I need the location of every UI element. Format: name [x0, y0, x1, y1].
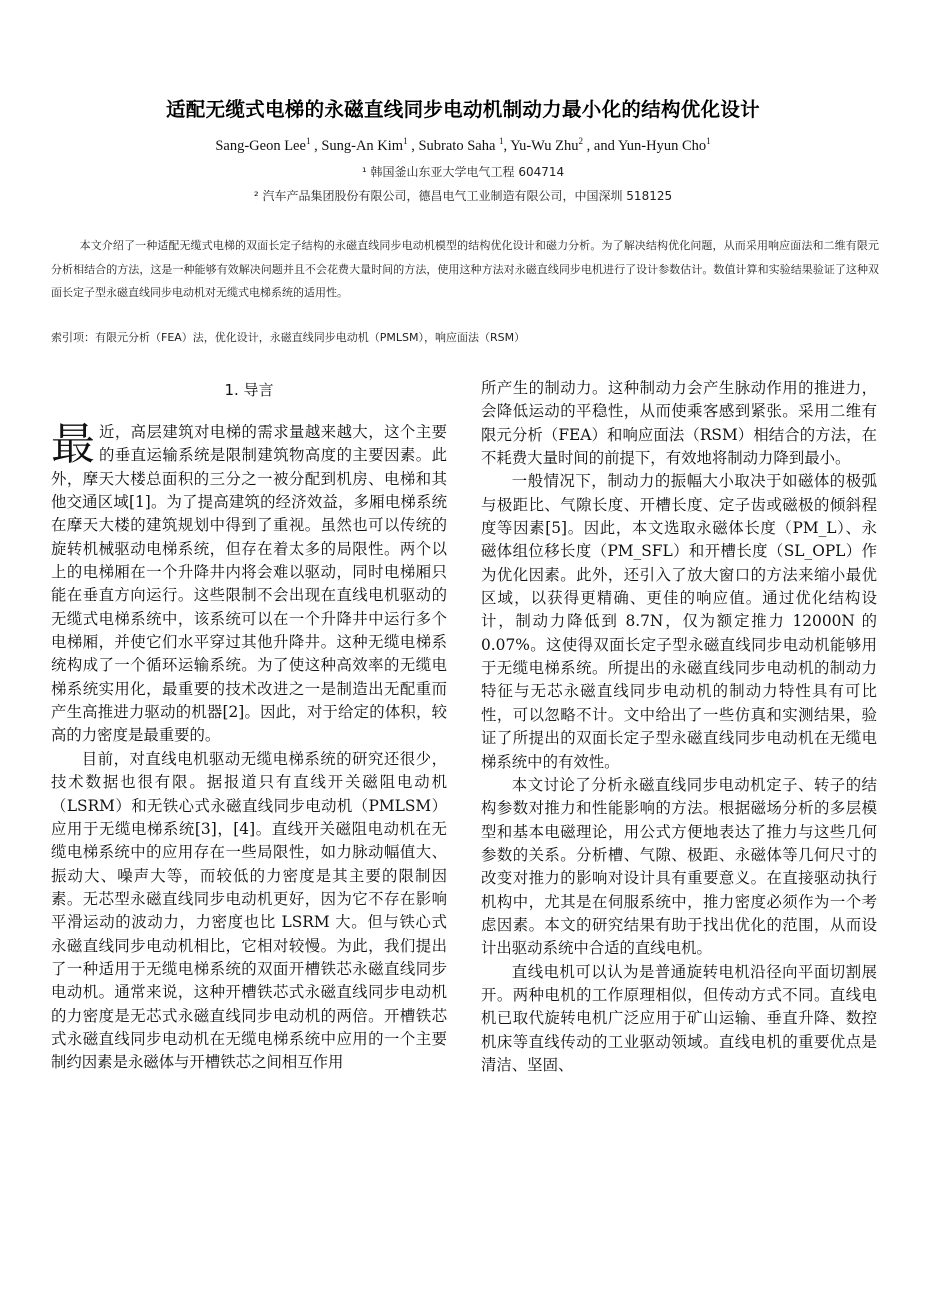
affiliation-1: ¹ 韩国釜山东亚大学电气工程 604714: [361, 165, 565, 179]
body-paragraph: 所产生的制动力。这种制动力会产生脉动作用的推进力，会降低运动的平稳性，从而使乘客感到紧张。采用二维有限元分析（FEA）和响应面法（RSM）相结合的方法，在不耗费大量时间的前提下，有效地将制动力降到最小。: [481, 379, 877, 468]
section-heading: 1. 导言: [224, 381, 274, 399]
author: Subrato Saha $^1$,: [418, 136, 511, 154]
author: Yu-Wu Zhu$^2$ , and: [510, 136, 618, 154]
paper-title: 适配无缆式电梯的永磁直线同步电动机制动力最小化的结构优化设计: [165, 98, 760, 121]
left-column: [51, 377, 447, 1075]
index-terms: 索引项：有限元分析（FEA）法，优化设计，永磁直线同步电动机（PMLSM），响应面法（RSM）: [51, 331, 526, 344]
affiliation-2: ² 汽车产品集团股份有限公司，德昌电气工业制造有限公司，中国深圳 518125: [253, 189, 673, 203]
author: Sung-An Kim$^1$ ,: [321, 136, 419, 154]
right-column: [481, 377, 877, 1077]
abstract: 本文介绍了一种适配无缆式电梯的双面长定子结构的永磁直线同步电动机模型的结构优化设计和磁力分析。为了解决结构优化问题，从而采用响应面法和二维有限元分析相结合的方法，这是一种能够有效解决问题并且不会花费大量时间的方法，使用这种方法对永磁直线同步电机进行了设计参数估计。数值计算和实验结果验证了这种双面长定子型永磁直线同步电动机对无缆式电梯系统的适用性。: [51, 239, 879, 299]
drop-cap: 最: [51, 419, 95, 470]
body-paragraph: 目前，对直线电机驱动无缆电梯系统的研究还很少，技术数据也很有限。据报道只有直线开关磁阻电动机（LSRM）和无铁心式永磁直线同步电动机（PMLSM）应用于无缆电梯系统[3]，[4]。直线开关磁阻电动机在无缆电梯系统中的应用存在一些局限性，如力脉动幅值大、振动大、噪声大等，而较低的力密度是其主要的限制因素。无芯型永磁直线同步电动机更好，因为它不存在影响平滑运动的波动力，力密度也比 LSRM 大。但与铁心式永磁直线同步电动机相比，它相对较慢。为此，我们提出了一种适用于无缆电梯系统的双面开槽铁芯永磁直线同步电动机。通常来说，这种开槽铁芯式永磁直线同步电动机的力密度是无芯式永磁直线同步电动机的两倍。开槽铁芯式永磁直线同步电动机在无缆电梯系统中应用的一个主要制约因素是永磁体与开槽铁芯之间相互作用: [51, 749, 447, 1072]
author-list: [40, 138, 886, 155]
author: Sang-Geon Lee$^1$ ,: [215, 136, 322, 154]
body-paragraph: 最近，高层建筑对电梯的需求量越来越大，这个主要的垂直运输系统是限制建筑物高度的主要因素。此外，摩天大楼总面积的三分之一被分配到机房、电梯和其他交通区域[1]。为了提高建筑的经济效益，多厢电梯系统在摩天大楼的建筑规划中得到了重视。虽然也可以传统的旋转机械驱动电梯系统，但存在着太多的局限性。两个以上的电梯厢在一个升降井内将会难以驱动，同时电梯厢只能在垂直方向运行。这些限制不会出现在直线电机驱动的无缆式电梯系统中，该系统可以在一个升降井中运行多个电梯厢，并使它们水平穿过其他升降井。这种无缆电梯系统构成了一个循环运输系统。为了使这种高效率的无缆电梯系统实用化，最重要的技术改进之一是制造出无配重而产生高推进力驱动的机器[2]。因此，对于给定的体积，较高的力密度是最重要的。: [51, 419, 447, 745]
author: Yun-Hyun Cho$^1$: [617, 136, 711, 154]
body-paragraph: 一般情况下，制动力的振幅大小取决于如磁体的极弧与极距比、气隙长度、开槽长度、定子齿或磁极的倾斜程度等因素[5]。因此，本文选取永磁体长度（PM_L）、永磁体组位移长度（PM_SFL）和开槽长度（SL_OPL）作为优化因素。此外，还引入了放大窗口的方法来缩小最优区域，以获得更精确、更佳的响应值。通过优化结构设计，制动力降低到 8.7N，仅为额定推力 12000N 的 0.07%。这使得双面长定子型永磁直线同步电动机能够用于无缆电梯系统。所提出的永磁直线同步电动机的制动力特征与无芯永磁直线同步电动机的制动力特性具有可比性，可以忽略不计。文中给出了一些仿真和实测结果，验证了所提出的双面长定子型永磁直线同步电动机在无缆电梯系统中的有效性。: [481, 472, 877, 771]
body-paragraph: 直线电机可以认为是普通旋转电机沿径向平面切割展开。两种电机的工作原理相似，但传动方式不同。直线电机已取代旋转电机广泛应用于矿山运输、垂直升降、数控机床等直线传动的工业驱动领域。直线电机的重要优点是清洁、坚固、: [481, 962, 877, 1074]
body-paragraph: 本文讨论了分析永磁直线同步电动机定子、转子的结构参数对推力和性能影响的方法。根据磁场分析的多层模型和基本电磁理论，用公式方便地表达了推力与这些几何参数的关系。分析槽、气隙、极距、永磁体等几何尺寸的改变对推力的影响对设计具有重要意义。在直接驱动执行机构中，尤其是在伺服系统中，推力密度必须作为一个考虑因素。本文的研究结果有助于找出优化的范围，从而设计出驱动系统中合适的直线电机。: [481, 775, 877, 958]
